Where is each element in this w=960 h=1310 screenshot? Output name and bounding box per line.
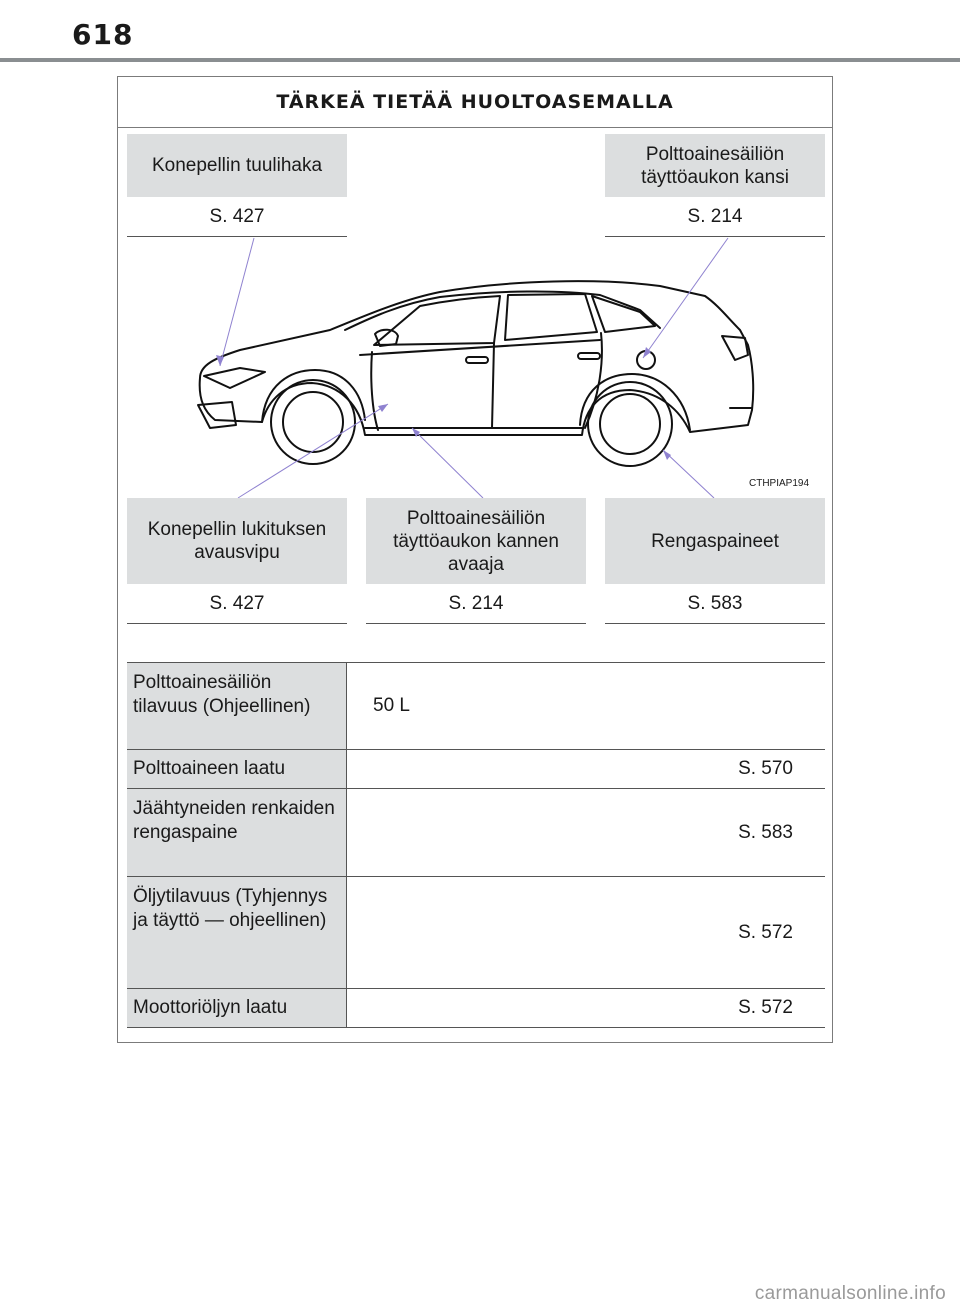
table-row (127, 877, 825, 989)
spec-table (127, 662, 825, 1028)
row-label: Jäähtyneiden renkaiden rengaspaine (127, 789, 347, 876)
row-value: 50 L (373, 695, 410, 716)
callout-fuel-door-opener (366, 498, 586, 584)
callout-page-ref[interactable]: S. 583 (605, 585, 825, 624)
callout-label: Polttoainesäiliön täyttöaukon kansi (641, 143, 789, 188)
callout-label: Polttoainesäiliön täyttöaukon kannen avaaja (393, 507, 559, 575)
frame-title: TÄRKEÄ TIETÄÄ HUOLTOASEMALLA (118, 77, 832, 128)
callout-tire-pressure (605, 498, 825, 584)
callout-label: Konepellin lukituksen avausvipu (147, 519, 327, 563)
table-row (127, 750, 825, 789)
row-label: Polttoainesäiliön tilavuus (Ohjeellinen) (127, 663, 347, 749)
row-value[interactable]: S. 572 (738, 921, 793, 943)
callout-page-ref[interactable]: S. 214 (366, 585, 586, 624)
row-label: Moottoriöljyn laatu (127, 989, 347, 1027)
row-label: Öljytilavuus (Tyhjennys ja täyttö — ohjeellinen) (127, 877, 347, 988)
callout-hood-lock-release (127, 498, 347, 584)
table-row (127, 989, 825, 1028)
watermark: carmanualsonline.info (754, 1283, 946, 1304)
image-code: CTHPIAP194 (749, 478, 810, 489)
callout-page-ref[interactable]: S. 214 (605, 198, 825, 237)
callout-label: Rengaspaineet (651, 530, 779, 552)
callout-page-ref[interactable]: S. 427 (127, 198, 347, 237)
row-value[interactable]: S. 570 (738, 758, 793, 779)
row-value[interactable]: S. 572 (738, 997, 793, 1018)
callout-label: Konepellin tuulihaka (151, 155, 323, 176)
page-number: 618 (72, 18, 134, 51)
table-row (127, 662, 825, 750)
callout-page-ref[interactable]: S. 427 (127, 585, 347, 624)
table-row (127, 789, 825, 877)
row-value[interactable]: S. 583 (738, 821, 793, 843)
row-label: Polttoaineen laatu (127, 750, 347, 788)
